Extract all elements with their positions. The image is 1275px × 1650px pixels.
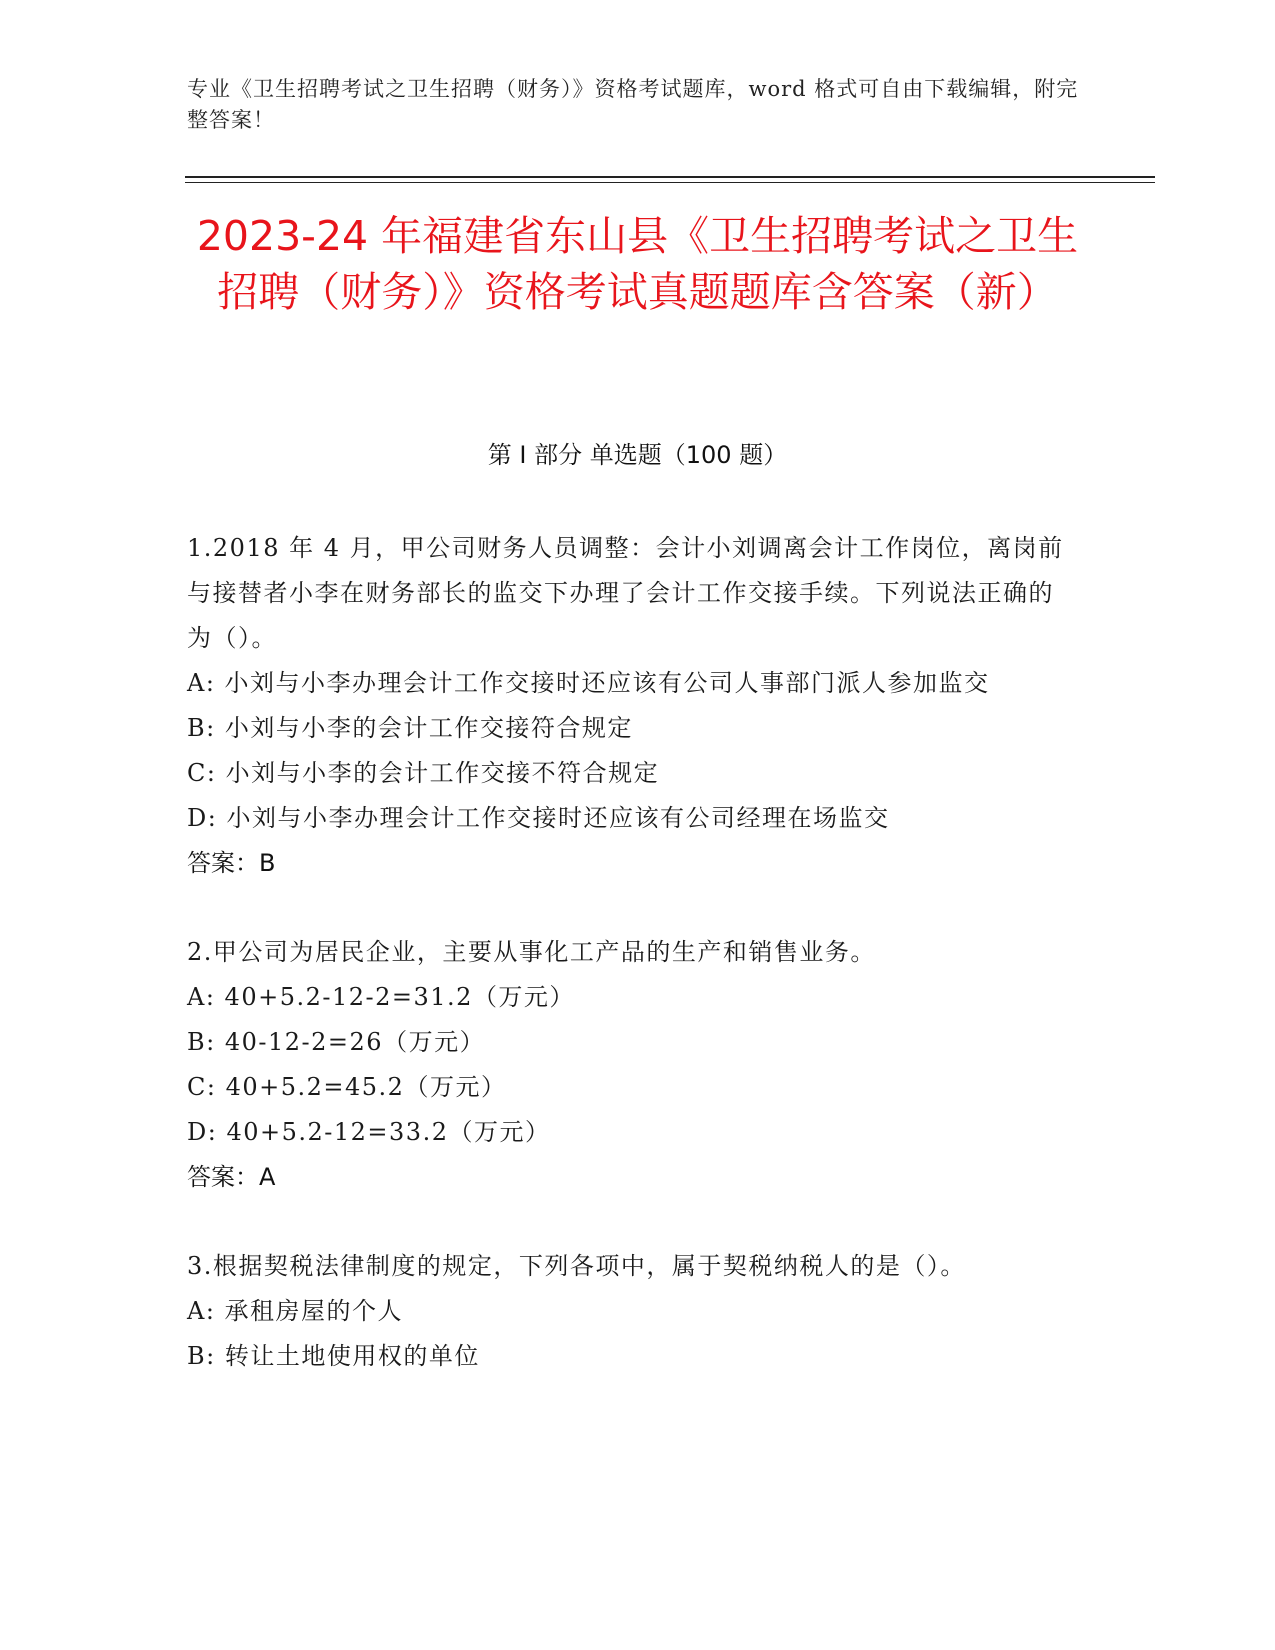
question-text: 3.根据契税法律制度的规定，下列各项中，属于契税纳税人的是（）。 xyxy=(187,1252,966,1280)
option-a: A: 40+5.2-12-2=31.2（万元） xyxy=(187,983,575,1011)
question-list xyxy=(187,526,1072,1423)
option-a: A: 承租房屋的个人 xyxy=(187,1297,404,1325)
option-b: B: 转让土地使用权的单位 xyxy=(187,1342,480,1370)
option-d: D: 小刘与小李办理会计工作交接时还应该有公司经理在场监交 xyxy=(187,804,890,832)
question-3 xyxy=(187,1244,1072,1379)
question-2 xyxy=(187,930,1072,1200)
question-text: 1.2018 年 4 月，甲公司财务人员调整：会计小刘调离会计工作岗位，离岗前与接替者小李在财务部长的监交下办理了会计工作交接手续。下列说法正确的为（）。 xyxy=(187,534,1064,652)
header-rule-thick xyxy=(185,176,1155,178)
option-c: C: 小刘与小李的会计工作交接不符合规定 xyxy=(187,759,660,787)
question-text: 2.甲公司为居民企业，主要从事化工产品的生产和销售业务。 xyxy=(187,938,876,966)
option-c: C: 40+5.2=45.2（万元） xyxy=(187,1073,507,1101)
header-rule-thin xyxy=(185,182,1155,183)
question-1 xyxy=(187,526,1072,886)
option-b: B: 40-12-2=26（万元） xyxy=(187,1028,486,1056)
document-title: 2023-24 年福建省东山县《卫生招聘考试之卫生招聘（财务）》资格考试真题题库含答案（新） xyxy=(196,212,1079,316)
section-title: 第 I 部分 单选题（100 题） xyxy=(487,441,788,469)
option-b: B: 小刘与小李的会计工作交接符合规定 xyxy=(187,714,633,742)
option-a: A: 小刘与小李办理会计工作交接时还应该有公司人事部门派人参加监交 xyxy=(187,669,990,697)
answer-line: 答案：A xyxy=(187,1163,276,1191)
answer-line: 答案：B xyxy=(187,849,276,877)
header-note: 专业《卫生招聘考试之卫生招聘（财务）》资格考试题库，word 格式可自由下载编辑，附完整答案！ xyxy=(187,77,1079,132)
option-d: D: 40+5.2-12=33.2（万元） xyxy=(187,1118,551,1146)
